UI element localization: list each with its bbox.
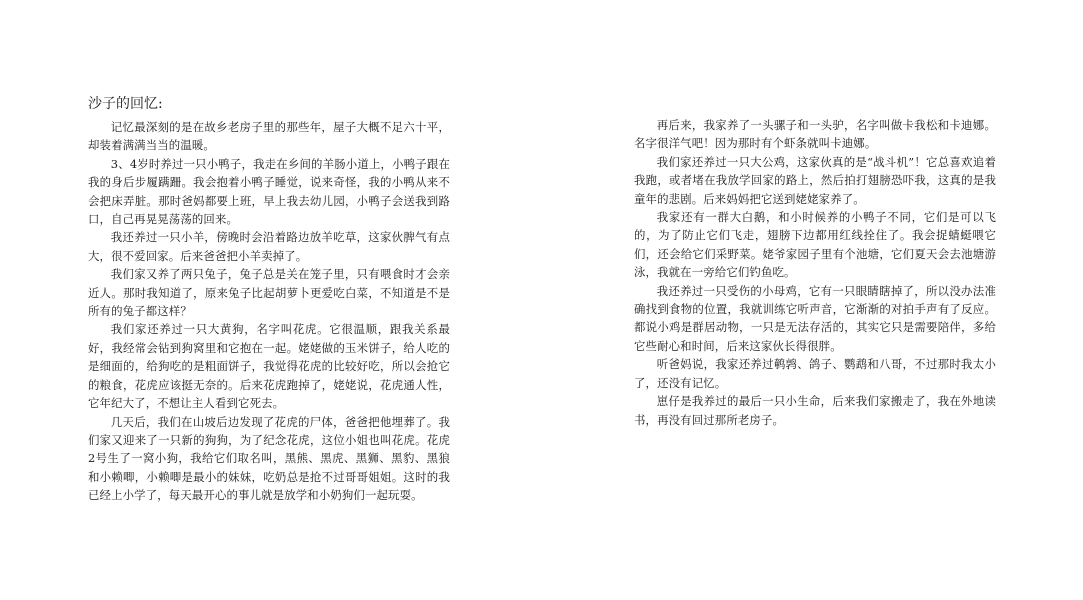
- paragraph-left-5: 我们家还养过一只大黄狗，名字叫花虎。它很温顺，跟我关系最好，我经常会钻到狗窝里和它抱在一起。姥姥做的玉米饼子，给人吃的是细面的，给狗吃的是粗面饼子，我觉得花虎的比较好吃，所以会抢它的粮食，花虎应该挺无奈的。后来花虎跑掉了，姥姥说，花虎通人性，它年纪大了，不想让主人看到它死去。: [88, 322, 450, 411]
- paragraph-right-5: 听爸妈说，我家还养过鹌鹑、鸽子、鹦鹉和八哥，不过那时我太小了，还没有记忆。: [634, 357, 996, 390]
- right-page: [634, 116, 1083, 429]
- paragraph-right-6: 崽仔是我养过的最后一只小生命，后来我们家搬走了，我在外地读书，再没有回过那所老房子。: [634, 394, 996, 427]
- document-title: 沙子的回忆:: [88, 96, 163, 112]
- paragraph-left-1: 记忆最深刻的是在故乡老房子里的那些年，屋子大概不足六十平，却装着满满当当的温暖。: [88, 120, 450, 153]
- paragraph-left-4: 我们家又养了两只兔子，兔子总是关在笼子里，只有喂食时才会亲近人。那时我知道了，原来兔子比起胡萝卜更爱吃白菜，不知道是不是所有的兔子都这样？: [88, 267, 450, 319]
- left-page: [88, 94, 548, 505]
- paragraph-right-4: 我还养过一只受伤的小母鸡，它有一只眼睛瞎掉了，所以没办法准确找到食物的位置，我就训练它听声音，它渐渐的对拍手声有了反应。都说小鸡是群居动物，一只是无法存活的，其实它只是需要陪伴，多给它些耐心和时间，后来这家伙长得很胖。: [634, 283, 996, 353]
- paragraph-left-3: 我还养过一只小羊，傍晚时会沿着路边放羊吃草，这家伙脾气有点大，很不爱回家。后来爸爸把小羊卖掉了。: [88, 230, 450, 263]
- paragraph-right-2: 我们家还养过一只大公鸡，这家伙真的是“战斗机”！它总喜欢追着我跑，或者堵在我放学回家的路上，然后拍打翅膀恐吓我，这真的是我童年的悲剧。后来妈妈把它送到姥姥家养了。: [634, 154, 996, 206]
- paragraph-right-1: 再后来，我家养了一头骡子和一头驴，名字叫做卡我松和卡迪娜。名字很洋气吧！因为那时有个虾条就叫卡迪娜。: [634, 118, 996, 151]
- paragraph-left-6: 几天后，我们在山坡后边发现了花虎的尸体，爸爸把他埋葬了。我们家又迎来了一只新的狗狗，为了纪念花虎，这位小姐也叫花虎。花虎2号生了一窝小狗，我给它们取名叫，黑熊、黑虎、黑狮、黑豹、黑狼和小赖唧，小赖唧是最小的妹妹，吃奶总是抢不过哥哥姐姐。这时的我已经上小学了，每天最开心的事儿就是放学和小奶狗们一起玩耍。: [88, 414, 450, 503]
- paragraph-left-2: 3、4岁时养过一只小鸭子，我走在乡间的羊肠小道上，小鸭子跟在我的身后步履蹒跚。我会抱着小鸭子睡觉，说来奇怪，我的小鸭从来不会把床弄脏。那时爸妈都要上班，早上我去幼儿园，小鸭子会送我到路口，自己再晃晃荡荡的回来。: [88, 156, 450, 227]
- paragraph-right-3: 我家还有一群大白鹅，和小时候养的小鸭子不同，它们是可以飞的，为了防止它们飞走，翅膀下边都用红线拴住了。我会捉蜻蜓喂它们，还会给它们采野菜。姥爷家园子里有个池塘，它们夏天会去池塘游泳，我就在一旁给它们钓鱼吃。: [634, 210, 996, 280]
